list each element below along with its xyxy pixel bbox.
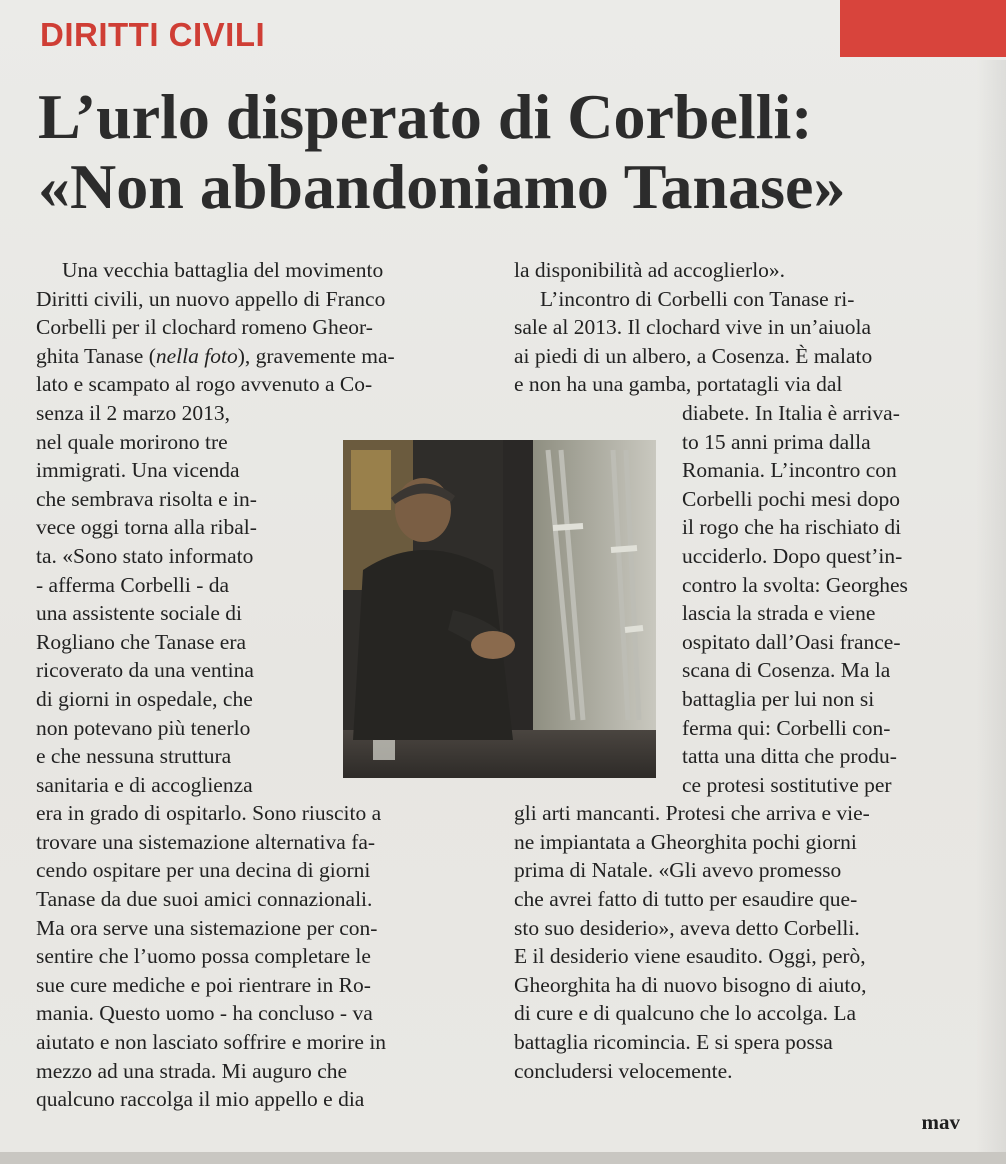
text-line: sue cure mediche e poi rientrare in Ro-	[36, 972, 371, 997]
page-bottom-edge	[0, 1152, 1006, 1164]
text-line: tatta una ditta che produ-	[682, 744, 897, 769]
text-line: ucciderlo. Dopo quest’in-	[682, 543, 903, 568]
text-line: mezzo ad una strada. Mi auguro che	[36, 1058, 348, 1083]
article-headline	[38, 82, 978, 222]
text-line: Tanase da due suoi amici connazionali.	[36, 887, 373, 912]
text-line: battaglia per lui non si	[682, 686, 875, 711]
text-line: ferma qui: Corbelli con-	[682, 715, 891, 740]
headline-line-2: «Non abbandoniamo Tanase»	[38, 151, 846, 222]
text-line: di giorni in ospedale, che	[36, 686, 253, 711]
text-line: lascia la strada e viene	[682, 601, 876, 626]
text-line: ai piedi di un albero, a Cosenza. È malato	[514, 343, 873, 368]
text-line: Una vecchia battaglia del movimento	[62, 258, 384, 282]
text-line: Rogliano che Tanase era	[36, 629, 247, 654]
text-line: e non ha una gamba, portatagli via dal	[514, 372, 843, 397]
text-line: che sembrava risolta e in-	[36, 486, 257, 511]
text-line: gli arti mancanti. Protesi che arriva e vie-	[514, 801, 870, 826]
text-line: ce protesi sostitutive per	[682, 772, 892, 797]
text-line: prima di Natale. «Gli avevo promesso	[514, 858, 842, 883]
text-line: concludersi velocemente.	[514, 1058, 733, 1083]
text-line: e che nessuna struttura	[36, 744, 232, 769]
text-line: sentire che l’uomo possa completare le	[36, 944, 371, 969]
text-line: to 15 anni prima dalla	[682, 429, 871, 454]
text-line: ricoverato da una ventina	[36, 658, 254, 683]
adjacent-page-bleed	[976, 60, 1006, 1160]
text-line: ne impiantata a Gheorghita pochi giorni	[514, 829, 857, 854]
headline-line-1: L’urlo disperato di Corbelli:	[38, 81, 813, 152]
text-line: mania. Questo uomo - ha concluso - va	[36, 1001, 373, 1026]
text-line: diabete. In Italia è arriva-	[682, 400, 900, 425]
text-line: una assistente sociale di	[36, 601, 242, 626]
text-line: ta. «Sono stato informato	[36, 543, 254, 568]
text-line: il rogo che ha rischiato di	[682, 515, 902, 540]
text-line: sale al 2013. Il clochard vive in un’aiuola	[514, 315, 872, 340]
text-line: immigrati. Una vicenda	[36, 458, 240, 483]
photo-illustration	[343, 440, 656, 778]
article-photo	[343, 440, 656, 778]
text-line: battaglia ricomincia. E si spera possa	[514, 1030, 833, 1055]
text-line: contro la svolta: Georghes	[682, 572, 908, 597]
text-line: era in grado di ospitarlo. Sono riuscito a	[36, 801, 382, 826]
text-line: L’incontro di Corbelli con Tanase ri-	[540, 286, 855, 311]
photo-reference: nella foto	[155, 343, 238, 368]
text-line: nel quale morirono tre	[36, 429, 228, 454]
section-color-bar	[840, 0, 1006, 57]
text-line: scana di Cosenza. Ma la	[682, 658, 891, 683]
text-line: Romania. L’incontro con	[682, 458, 897, 483]
text-line: cendo ospitare per una decina di giorni	[36, 858, 371, 883]
text-line: - afferma Corbelli - da	[36, 572, 230, 597]
text-line: lato e scampato al rogo avvenuto a Co-	[36, 372, 373, 397]
text-line: Ma ora serve una sistemazione per con-	[36, 915, 378, 940]
text-line: non potevano più tenerlo	[36, 715, 251, 740]
text-line: sto suo desiderio», aveva detto Corbelli.	[514, 915, 860, 940]
text-line: Diritti civili, un nuovo appello di Franco	[36, 286, 386, 311]
text-line: la disponibilità ad accoglierlo».	[514, 258, 786, 282]
text-line: sanitaria e di accoglienza	[36, 772, 253, 797]
text-line: qualcuno raccolga il mio appello e dia	[36, 1087, 365, 1112]
text-line: senza il 2 marzo 2013,	[36, 400, 231, 425]
text-line: vece oggi torna alla ribal-	[36, 515, 257, 540]
text-line: ospitato dall’Oasi france-	[682, 629, 901, 654]
section-rubric: DIRITTI CIVILI	[40, 16, 266, 53]
text-line: trovare una sistemazione alternativa fa-	[36, 829, 376, 854]
text-line: Gheorghita ha di nuovo bisogno di aiuto,	[514, 972, 867, 997]
text-line: aiutato e non lasciato soffrire e morire in	[36, 1030, 387, 1055]
text-line: ghita Tanase (nella foto), gravemente ma-	[36, 343, 395, 368]
author-signature: mav	[921, 1110, 960, 1134]
text-line: che avrei fatto di tutto per esaudire que-	[514, 887, 858, 912]
text-line: Corbelli pochi mesi dopo	[682, 486, 900, 511]
text-line: Corbelli per il clochard romeno Gheor-	[36, 315, 373, 340]
text-line: di cure e di qualcuno che lo accolga. La	[514, 1001, 857, 1026]
text-line: E il desiderio viene esaudito. Oggi, però,	[514, 944, 866, 969]
